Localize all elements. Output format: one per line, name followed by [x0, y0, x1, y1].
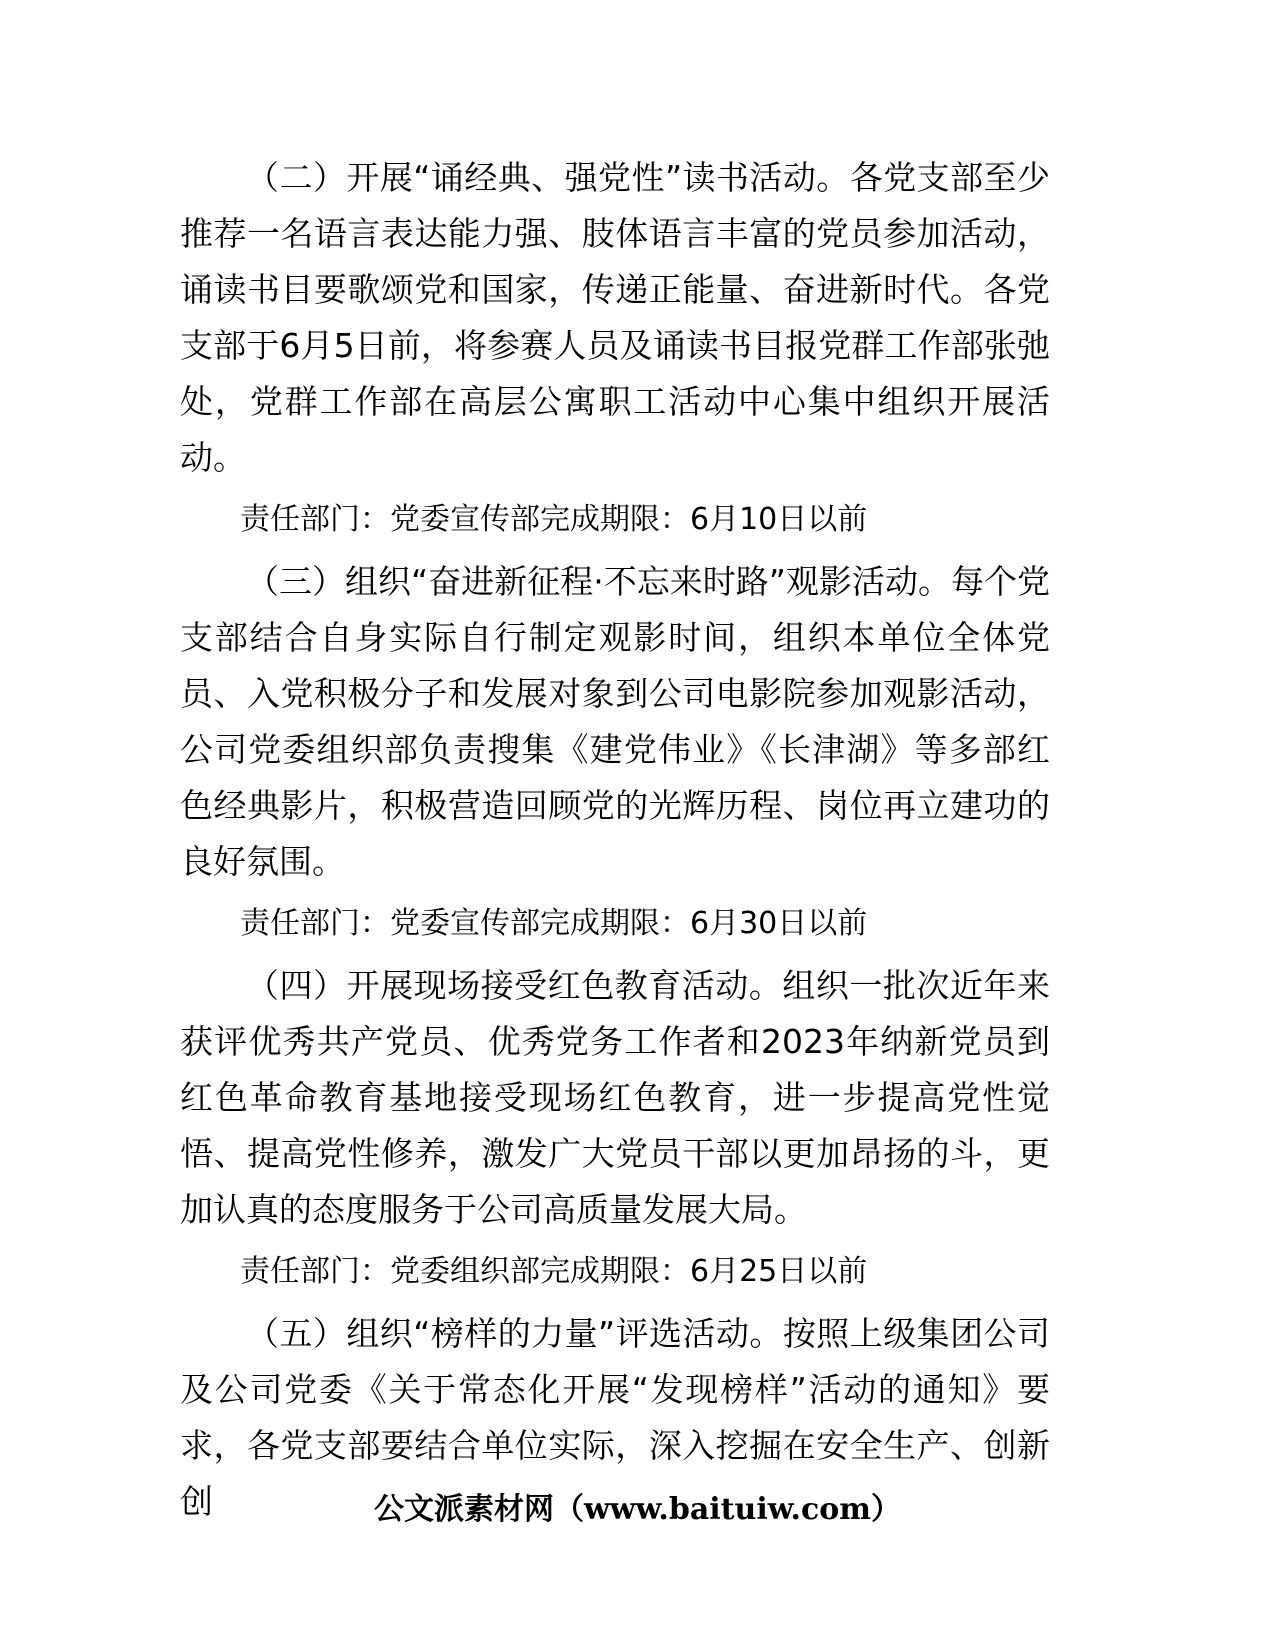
paragraph-film-activity: （三）组织“奋进新征程·不忘来时路”观影活动。每个党支部结合自身实际自行制定观影时间，组织本单位全体党员、入党积极分子和发展对象到公司电影院参加观影活动，公司党委组织部负责搜集《建党伟业》《长津湖》等多部红色经典影片，积极营造回顾党的光辉历程、岗位再立建功的良好氛围。: [180, 562, 1050, 881]
responsibility-line: 责任部门：党委组织部完成期限：6月25日以前: [240, 1254, 868, 1289]
responsibility-line: 责任部门：党委宣传部完成期限：6月30日以前: [240, 906, 868, 941]
responsibility-line: 责任部门：党委宣传部完成期限：6月10日以前: [240, 502, 868, 537]
footer-watermark: 公文派素材网（www.baituiw.com）: [373, 1492, 902, 1527]
paragraph-role-model: （五）组织“榜样的力量”评选活动。按照上级集团公司及公司党委《关于常态化开展“发现榜样”活动的通知》要求，各党支部要结合单位实际，深入挖掘在安全生产、创新创: [180, 1314, 1050, 1521]
document-body: [180, 150, 1050, 1530]
paragraph-red-education: （四）开展现场接受红色教育活动。组织一批次近年来获评优秀共产党员、优秀党务工作者和2023年纳新党员到红色革命教育基地接受现场红色教育，进一步提高党性觉悟、提高党性修养，激发广大党员干部以更加昂扬的斗，更加认真的态度服务于公司高质量发展大局。: [180, 966, 1050, 1229]
paragraph-reading-activity: （二）开展“诵经典、强党性”读书活动。各党支部至少推荐一名语言表达能力强、肢体语言丰富的党员参加活动，诵读书目要歌颂党和国家，传递正能量、奋进新时代。各党支部于6月5日前，将参赛人员及诵读书目报党群工作部张弛处，党群工作部在高层公寓职工活动中心集中组织开展活动。: [180, 158, 1050, 477]
